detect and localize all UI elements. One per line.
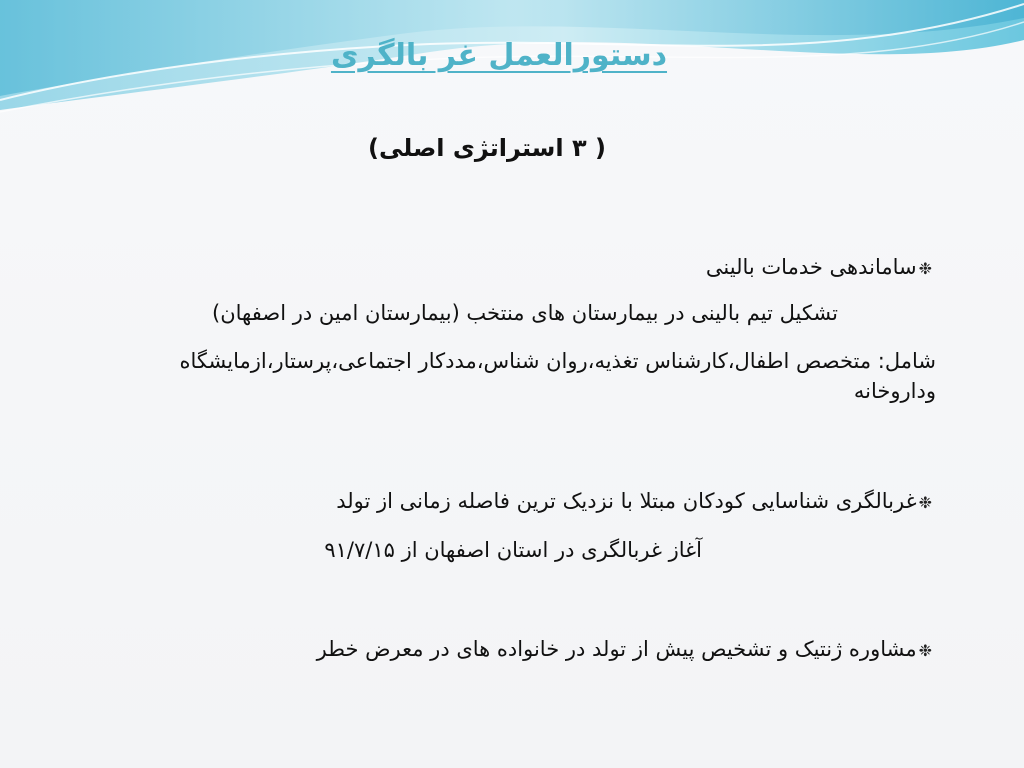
item-detail: شامل: متخصص اطفال،کارشناس تغذیه،روان شناس،مددکار اجتماعی،پرستار،ازمایشگاه وداروخانه [179, 349, 936, 403]
slide-subtitle: ( ۳ استراتژی اصلی) [368, 134, 606, 162]
item-heading: غربالگری شناسایی کودکان مبتلا با نزدیک ترین فاصله زمانی از تولد [336, 489, 917, 513]
bullet-icon: ❉ [918, 259, 932, 278]
item-detail: تشکیل تیم بالینی در بیمارستان های منتخب (بیمارستان امین در اصفهان) [212, 301, 838, 325]
list-item [317, 634, 932, 666]
bullet-icon: ❉ [918, 493, 932, 512]
bullet-icon: ❉ [918, 641, 932, 660]
slide-title: دستورالعمل غر بالگری [330, 38, 668, 73]
list-item [336, 486, 932, 518]
item-detail: آغاز غربالگری در استان اصفهان از ۹۱/۷/۱۵ [324, 538, 702, 562]
list-item [706, 252, 932, 284]
item-heading: مشاوره ژنتیک و تشخیص پیش از تولد در خانواده های در معرض خطر [316, 637, 917, 661]
item-heading: ساماندهی خدمات بالینی [705, 255, 917, 279]
